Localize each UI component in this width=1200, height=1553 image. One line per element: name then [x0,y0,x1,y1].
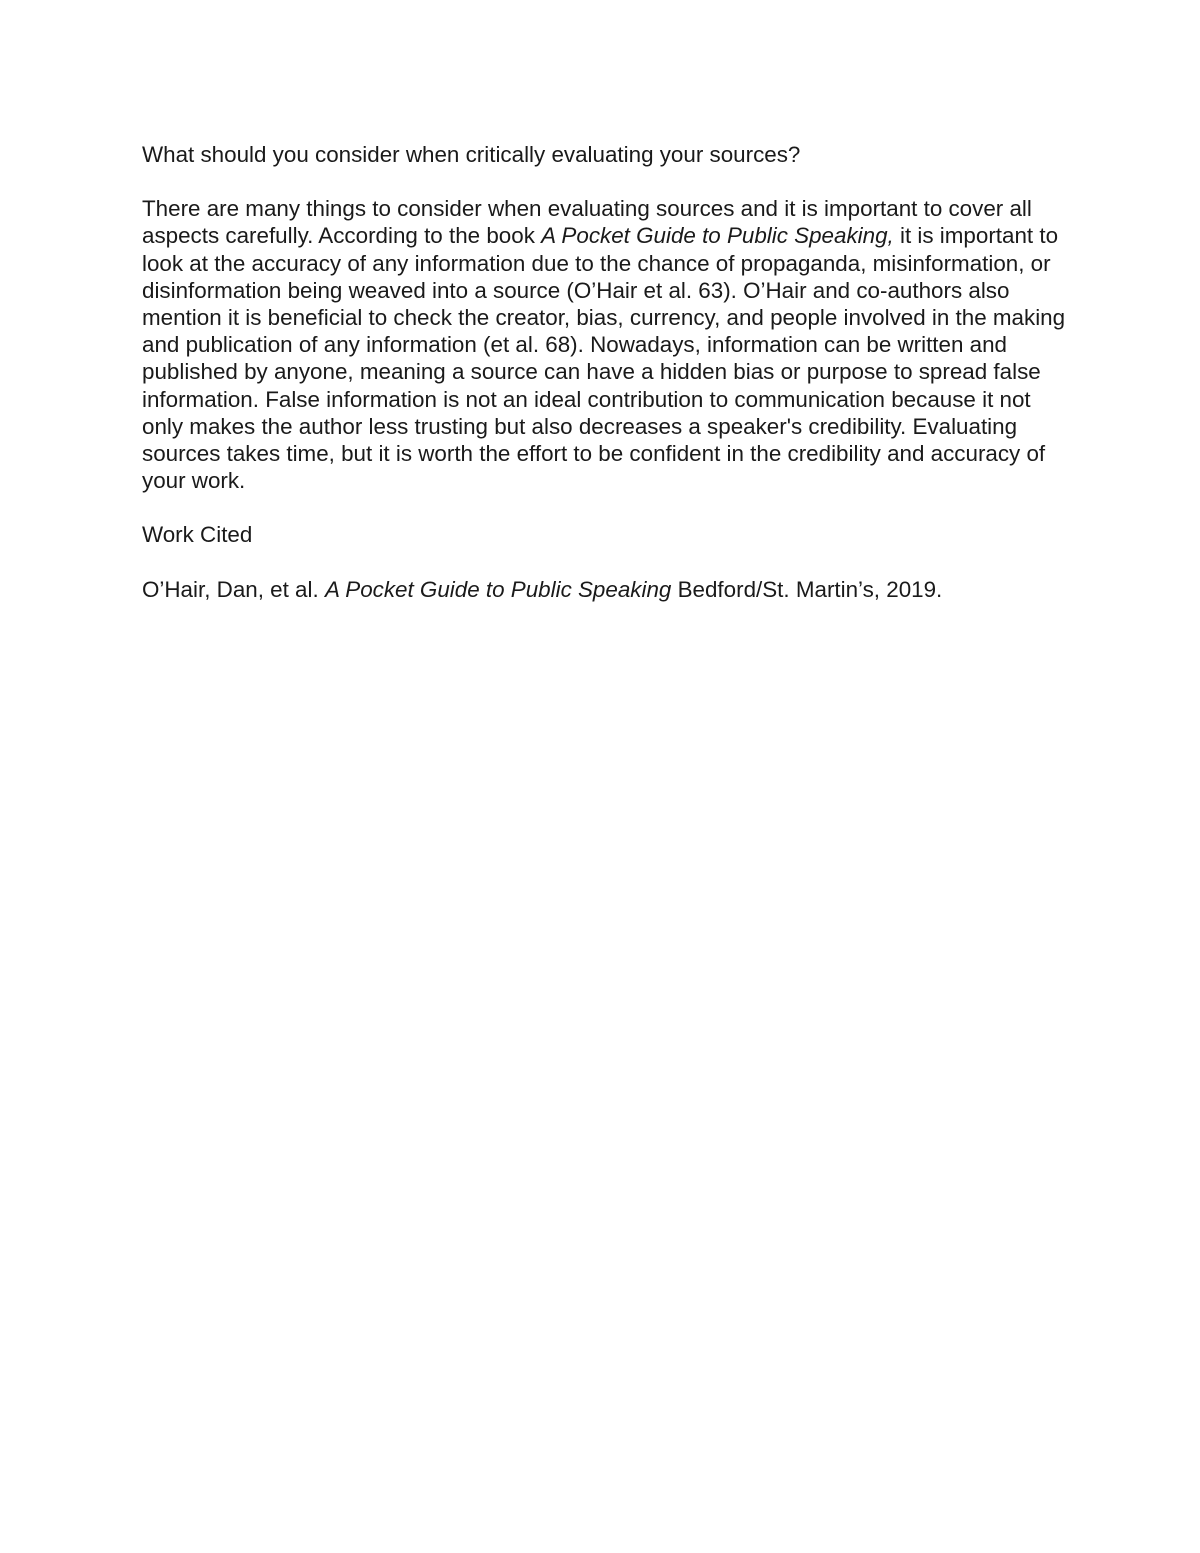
citation-publisher: Bedford/St. Martin’s, 2019. [671,576,943,602]
works-cited-heading: Work Cited [142,522,253,548]
book-title: A Pocket Guide to Public Speaking, [541,223,894,249]
question-heading: What should you consider when critically evaluating your sources? [142,142,801,167]
citation-title: A Pocket Guide to Public Speaking [324,576,672,602]
body-text-part-2: it is important to look at the accuracy of any information due to the chance of propaganda, misinformation, or disinformation being weaved into a source (O’Hair et al. 63). O’Hair and co-authors also mention it is beneficial to check the creator, bias, currency, and people involved in the making and publication of any information (et al. 68). Nowadays, information can be written and published by anyone, meaning a source can have a hidden bias or purpose to spread false information. False information is not an ideal contribution to communication because it not only makes the author less trusting but also decreases a speaker's credibility. Evaluating sources takes time, but it is worth the effort to be confident in the credibility and accuracy of your work. [142,223,1066,494]
body-text-part-1: There are many things to consider when evaluating sources and it is important to cover all aspects carefully. According to the book [142,196,1032,249]
document-content [142,141,1072,603]
body-paragraph [142,195,1072,494]
citation-author: O’Hair, Dan, et al. [142,576,325,602]
citation-entry [142,576,1072,603]
